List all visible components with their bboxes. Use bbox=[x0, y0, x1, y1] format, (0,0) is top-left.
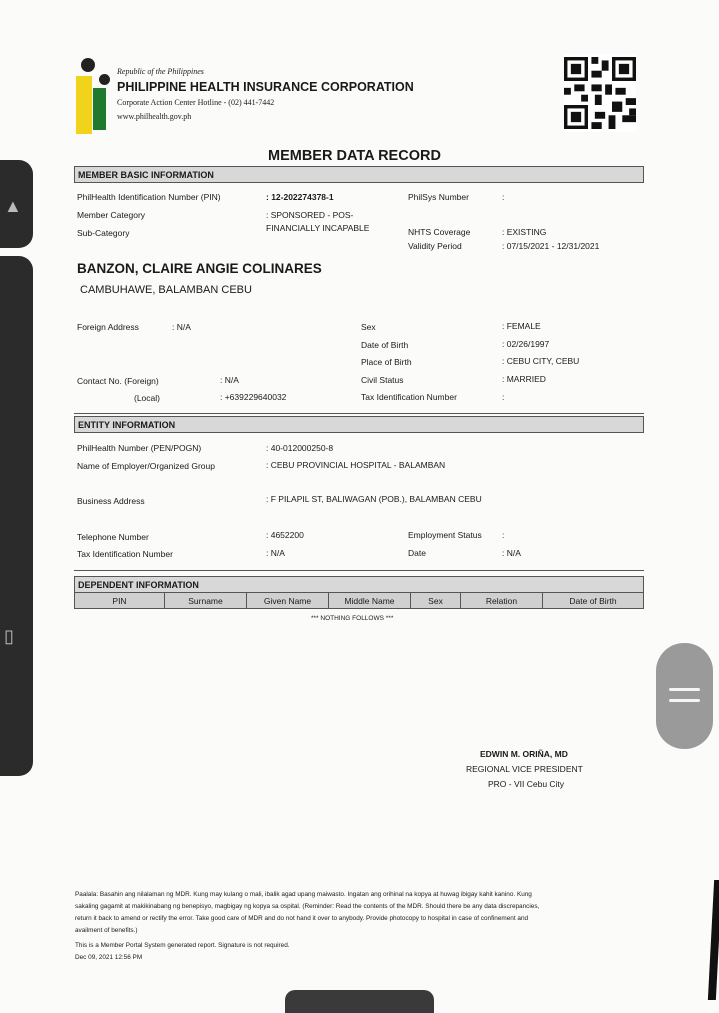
pin-label: PhilHealth Identification Number (PIN) bbox=[77, 192, 221, 202]
pob-value: : CEBU CITY, CEBU bbox=[502, 356, 580, 366]
page-edge bbox=[708, 880, 719, 1000]
member-tin-value: : bbox=[502, 392, 505, 402]
philsys-label: PhilSys Number bbox=[408, 192, 469, 202]
signatory-name: EDWIN M. ORIÑA, MD bbox=[480, 749, 568, 759]
dob-label: Date of Birth bbox=[361, 340, 409, 350]
business-address-label: Business Address bbox=[77, 496, 145, 506]
side-panel[interactable]: ▯ bbox=[0, 256, 33, 776]
nothing-follows: *** NOTHING FOLLOWS *** bbox=[311, 615, 394, 622]
website-text: www.philhealth.gov.ph bbox=[117, 112, 192, 121]
category-value-2: FINANCIALLY INCAPABLE bbox=[266, 223, 370, 233]
entity-tin-value: : N/A bbox=[266, 548, 285, 558]
contact-foreign-label: Contact No. (Foreign) bbox=[77, 376, 159, 386]
employer-value: : CEBU PROVINCIAL HOSPITAL - BALAMBAN bbox=[266, 460, 446, 470]
nhts-label: NHTS Coverage bbox=[408, 227, 471, 237]
timestamp: Dec 09, 2021 12:56 PM bbox=[75, 954, 143, 961]
member-address: CAMBUHAWE, BALAMBAN CEBU bbox=[80, 284, 252, 296]
pin-value: : 12-202274378-1 bbox=[266, 192, 334, 202]
footer-note-4: availment of benefits.) bbox=[75, 927, 138, 934]
qr-code-icon bbox=[564, 54, 636, 132]
signatory-position: REGIONAL VICE PRESIDENT bbox=[466, 764, 583, 774]
contact-local-value: : +639229640032 bbox=[220, 392, 287, 402]
document-title: MEMBER DATA RECORD bbox=[268, 148, 441, 164]
date-label: Date bbox=[408, 548, 426, 558]
employment-status-label: Employment Status bbox=[408, 530, 482, 540]
pen-value: : 40-012000250-8 bbox=[266, 443, 334, 453]
sex-value: : FEMALE bbox=[502, 321, 541, 331]
column-header: Surname bbox=[165, 593, 247, 608]
philhealth-logo bbox=[74, 56, 116, 136]
dob-value: : 02/26/1997 bbox=[502, 339, 550, 349]
entity-section-header: ENTITY INFORMATION bbox=[74, 416, 644, 433]
employment-status-value: : bbox=[502, 530, 505, 540]
footer-note-1: Paalala: Basahin ang nilalaman ng MDR. Kung may kulang o mali, ibalik agad upang maiwasto. Ingatan ang orihinal na kopya at huwag ibigay kahit kanino. Kung bbox=[75, 891, 532, 898]
column-header: Date of Birth bbox=[569, 596, 617, 606]
nhts-value: : EXISTING bbox=[502, 227, 547, 237]
dependent-section-header: DEPENDENT INFORMATION bbox=[74, 576, 644, 593]
category-label: Member Category bbox=[77, 210, 146, 220]
footer-note-3: return it back to amend or rectify the error. Take good care of MDR and do not hand it over to anybody. Provide photocopy to hospital in case of confinement and bbox=[75, 915, 529, 922]
drag-handle[interactable] bbox=[656, 643, 713, 749]
pen-label: PhilHealth Number (PEN/POGN) bbox=[77, 443, 202, 453]
sex-label: Sex bbox=[361, 322, 376, 332]
date-value: : N/A bbox=[502, 548, 521, 558]
foreign-address-value: : N/A bbox=[172, 322, 191, 332]
category-value-1: : SPONSORED - POS- bbox=[266, 210, 354, 220]
pob-label: Place of Birth bbox=[361, 357, 412, 367]
footer-note-2: sakaling gagamit at makikinabang ng benepisyo, magbigay ng kopya sa ospital. (Reminder: Read the contents of the MDR. Should there be any data discrepancies, bbox=[75, 903, 540, 910]
bottom-sheet-handle[interactable] bbox=[285, 990, 434, 1013]
validity-label: Validity Period bbox=[408, 241, 462, 251]
validity-value: : 07/15/2021 - 12/31/2021 bbox=[502, 241, 600, 251]
member-tin-label: Tax Identification Number bbox=[361, 392, 457, 402]
generated-note: This is a Member Portal System generated report. Signature is not required. bbox=[75, 942, 290, 949]
entity-tin-label: Tax Identification Number bbox=[77, 549, 173, 559]
member-name: BANZON, CLAIRE ANGIE COLINARES bbox=[77, 261, 322, 276]
foreign-address-label: Foreign Address bbox=[77, 322, 139, 332]
subcategory-label: Sub-Category bbox=[77, 228, 130, 238]
telephone-label: Telephone Number bbox=[77, 532, 149, 542]
column-header: Given Name bbox=[247, 593, 329, 608]
dependent-table-header bbox=[74, 592, 644, 609]
divider bbox=[74, 413, 644, 414]
column-header: PIN bbox=[75, 593, 165, 608]
philsys-value: : bbox=[502, 192, 505, 202]
civil-status-label: Civil Status bbox=[361, 375, 404, 385]
org-name: PHILIPPINE HEALTH INSURANCE CORPORATION bbox=[117, 80, 414, 94]
member-section-header: MEMBER BASIC INFORMATION bbox=[74, 166, 644, 183]
column-header: Relation bbox=[461, 593, 543, 608]
divider bbox=[74, 570, 644, 571]
contact-local-label: (Local) bbox=[134, 393, 160, 403]
hotline-text: Corporate Action Center Hotline - (02) 441-7442 bbox=[117, 98, 275, 107]
side-panel-tab[interactable]: ▲ bbox=[0, 160, 33, 248]
contact-foreign-value: : N/A bbox=[220, 375, 239, 385]
republic-text: Republic of the Philippines bbox=[117, 67, 204, 76]
column-header: Middle Name bbox=[329, 593, 411, 608]
business-address-value: : F PILAPIL ST, BALIWAGAN (POB.), BALAMBAN CEBU bbox=[266, 494, 482, 504]
signatory-office: PRO - VII Cebu City bbox=[488, 779, 565, 789]
telephone-value: : 4652200 bbox=[266, 530, 304, 540]
civil-status-value: : MARRIED bbox=[502, 374, 546, 384]
column-header: Sex bbox=[411, 593, 461, 608]
employer-label: Name of Employer/Organized Group bbox=[77, 461, 215, 471]
